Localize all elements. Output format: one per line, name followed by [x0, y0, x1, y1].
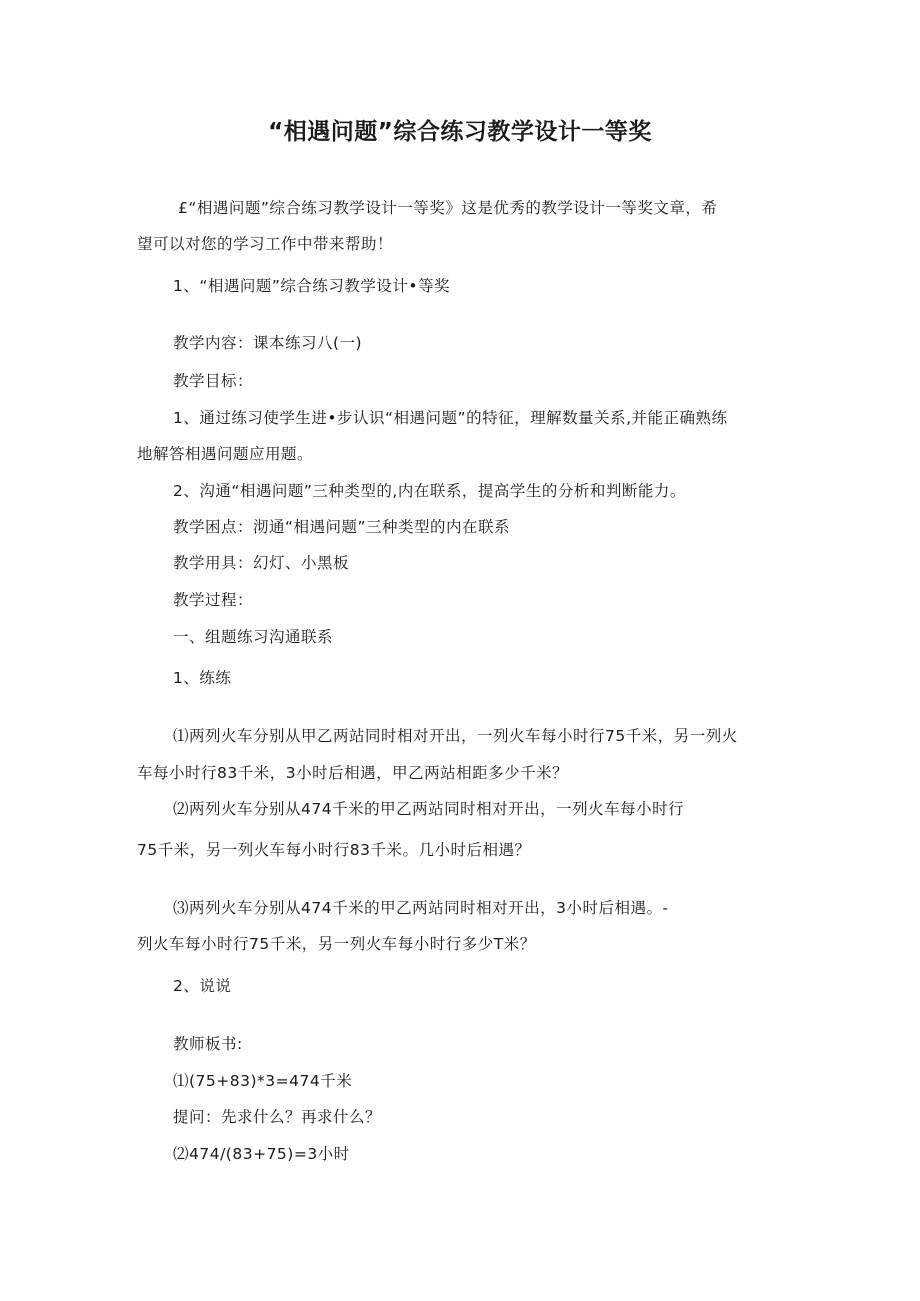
teaching-difficulty: 教学困点：沏通“相遇问题”三种类型的内在联系	[173, 518, 511, 536]
teaching-tools: 教学用具：幻灯、小黑板	[173, 554, 350, 572]
intro-line-1: £“相遇问题”综合练习教学设计一等奖》这是优秀的教学设计一等奖文章，希	[178, 199, 718, 217]
document-title: “相遇问题”综合练习教学设计一等奖	[268, 119, 652, 145]
teaching-process-label: 教学过程：	[173, 591, 254, 609]
goal-2: 2、沟通“相遇问题”三种类型的,内在联系，提高学生的分析和判断能力。	[173, 482, 686, 500]
section-heading: 1、“相遇问题”综合练习教学设计•等奖	[173, 277, 451, 295]
formula-2: ⑵474/(83+75)=3小时	[173, 1145, 350, 1163]
problem-3-line-2: 列火车每小时行75千米，另一列火车每小时行多少T米？	[137, 935, 536, 953]
goal-1-line-1: 1、通过练习使学生进•步认识“相遇问题”的特征，理解数量关系,并能正确熟练	[173, 409, 728, 427]
problem-2-line-2: 75千米，另一列火车每小时行83千米。几小时后相遇？	[137, 841, 531, 859]
problem-2-line-1: ⑵两列火车分别从474千米的甲乙两站同时相对开出，一列火车每小时行	[173, 800, 685, 818]
goal-1-line-2: 地解答相遇问题应用题。	[137, 445, 314, 463]
question-prompt: 提问：先求什么？再求什么？	[173, 1108, 382, 1126]
formula-1: ⑴(75+83)*3=474千米	[173, 1072, 353, 1090]
problem-1-line-1: ⑴两列火车分别从甲乙两站同时相对开出，一列火车每小时行75千米，另一列火	[173, 727, 738, 745]
blackboard-label: 教师板书:	[173, 1035, 243, 1053]
problem-1-line-2: 车每小时行83千米，3小时后相遇，甲乙两站相距多少千米？	[137, 764, 569, 782]
intro-line-2: 望可以对您的学习工作中带来帮助！	[137, 235, 394, 253]
practice-heading: 1、练练	[173, 669, 232, 687]
teaching-content: 教学内容：课本练习八(一)	[173, 334, 363, 352]
discussion-heading: 2、说说	[173, 977, 232, 995]
part-one-heading: 一、组题练习沟通联系	[173, 628, 334, 646]
problem-3-line-1: ⑶两列火车分别从474千米的甲乙两站同时相对开出，3小时后相遇。-	[173, 899, 669, 917]
teaching-goals-label: 教学目标：	[173, 372, 254, 390]
